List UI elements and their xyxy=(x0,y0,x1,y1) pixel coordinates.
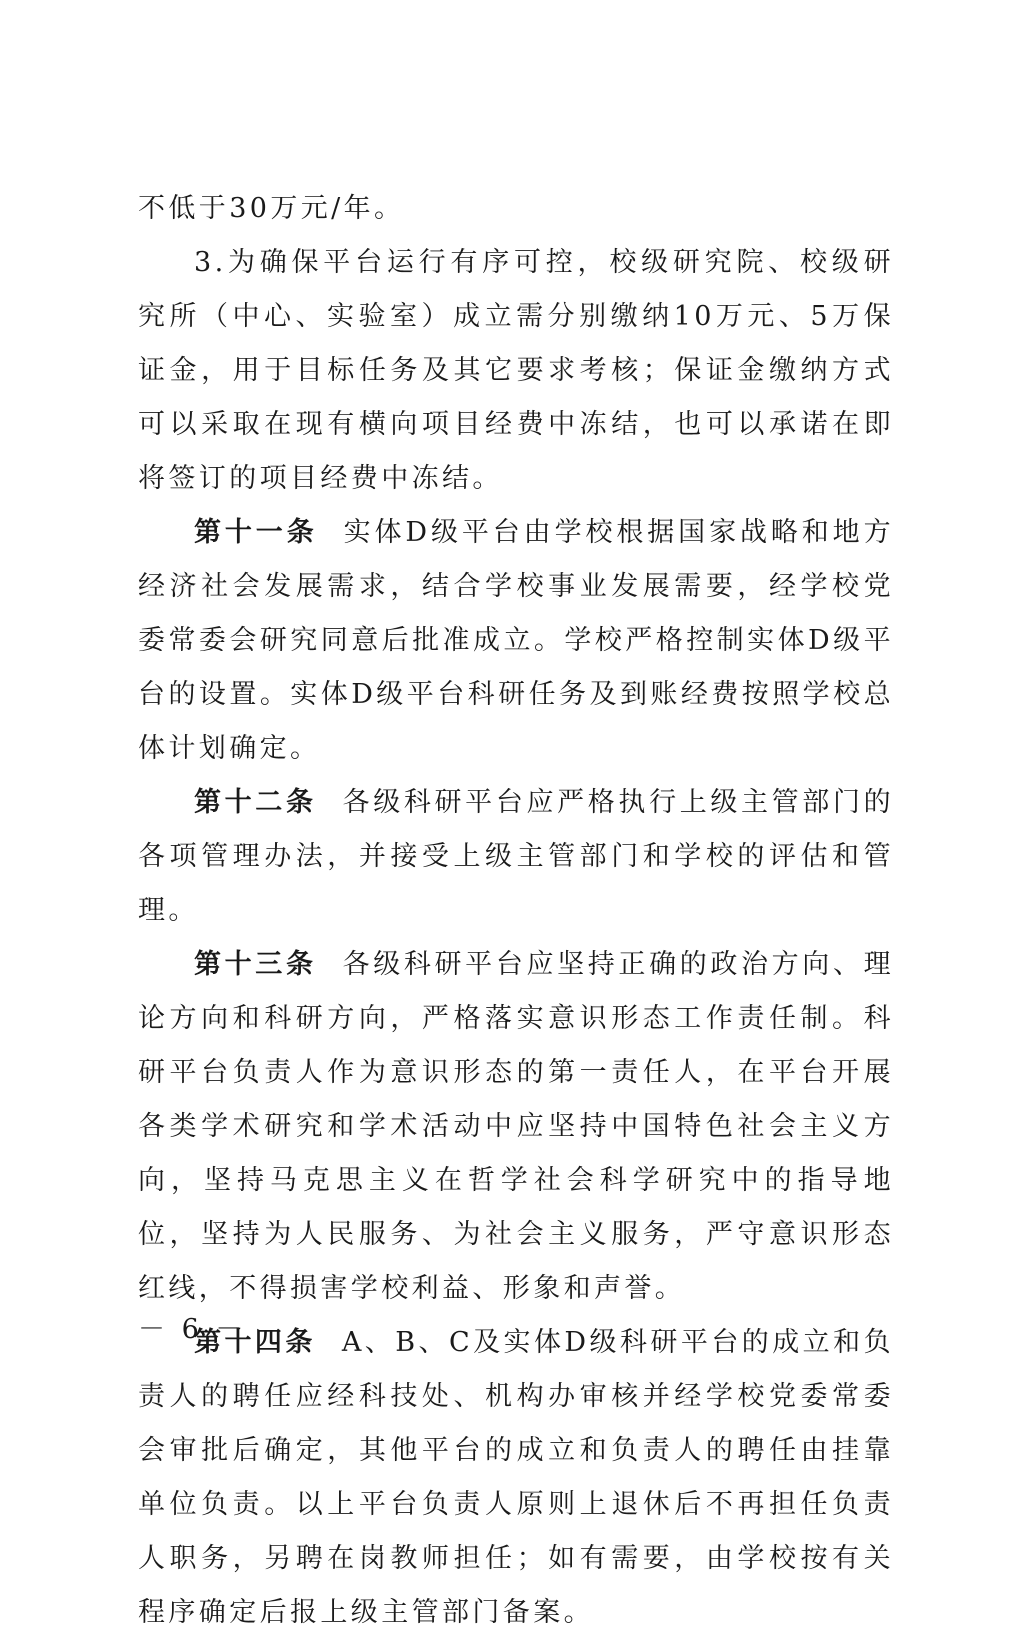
article-14-text: A、B、C及实体D级科研平台的成立和负责人的聘任应经科技处、机构办审核并经学校党委常委会审批后确定，其他平台的成立和负责人的聘任由挂靠单位负责。以上平台负责人原则上退休后不再担任负责人职务，另聘在岗教师担任；如有需要，由学校按有关程序确定后报上级主管部门备案。 xyxy=(138,1327,894,1628)
article-13 xyxy=(138,938,894,1316)
article-11-title: 第十一条 xyxy=(194,517,318,548)
article-14-title: 第十四条 xyxy=(194,1327,316,1358)
article-12-title: 第十二条 xyxy=(194,787,317,818)
paragraph-1 xyxy=(138,182,894,236)
article-11-text: 实体D级平台由学校根据国家战略和地方经济社会发展需求，结合学校事业发展需要，经学校党委常委会研究同意后批准成立。学校严格控制实体D级平台的设置。实体D级平台科研任务及到账经费按照学校总体计划确定。 xyxy=(138,517,894,764)
article-12 xyxy=(138,776,894,938)
article-14 xyxy=(138,1316,894,1640)
article-11 xyxy=(138,506,894,776)
paragraph-2 xyxy=(138,236,894,506)
body-text xyxy=(138,182,894,1640)
paragraph-1-text: 不低于30万元/年。 xyxy=(138,193,405,224)
article-12-text: 各级科研平台应严格执行上级主管部门的各项管理办法，并接受上级主管部门和学校的评估和管理。 xyxy=(138,787,894,926)
paragraph-2-text: 3.为确保平台运行有序可控，校级研究院、校级研究所（中心、实验室）成立需分别缴纳10万元、5万保证金，用于目标任务及其它要求考核；保证金缴纳方式可以采取在现有横向项目经费中冻结，也可以承诺在即将签订的项目经费中冻结。 xyxy=(138,247,894,494)
article-13-title: 第十三条 xyxy=(194,949,317,980)
article-13-text: 各级科研平台应坚持正确的政治方向、理论方向和科研方向，严格落实意识形态工作责任制。科研平台负责人作为意识形态的第一责任人，在平台开展各类学术研究和学术活动中应坚持中国特色社会主义方向，坚持马克思主义在哲学社会科学研究中的指导地位，坚持为人民服务、为社会主义服务，严守意识形态红线，不得损害学校利益、形象和声誉。 xyxy=(138,949,894,1304)
page-number: － 6 － xyxy=(138,1314,247,1345)
